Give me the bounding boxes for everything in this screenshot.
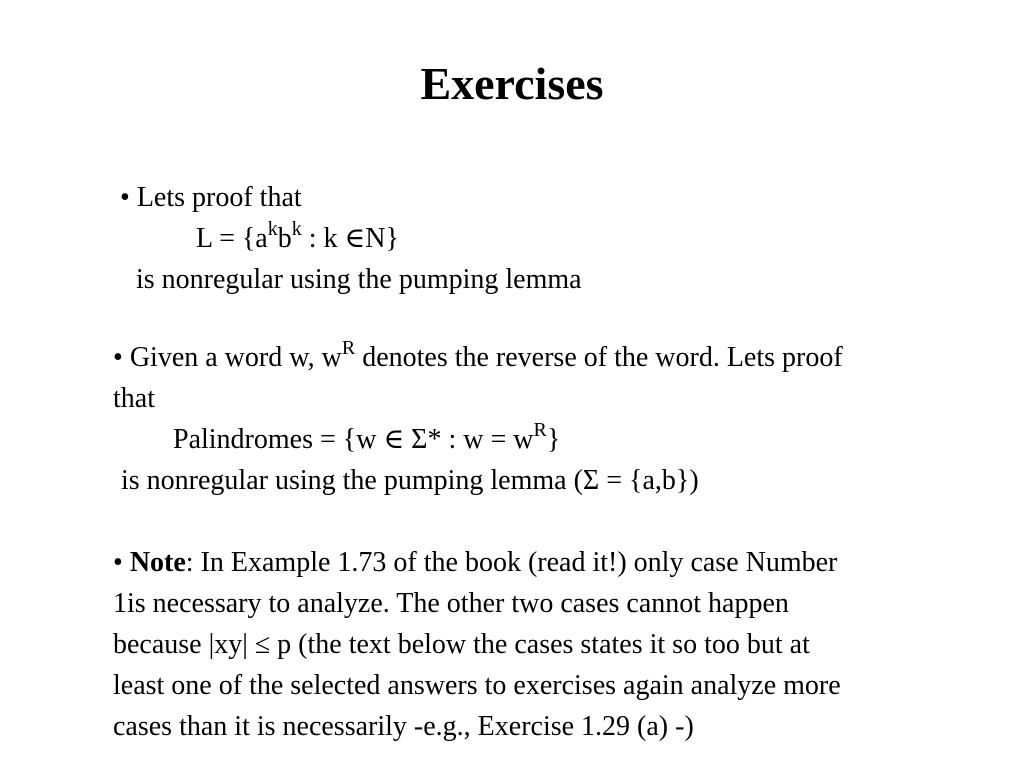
exercise1-language-definition bbox=[196, 217, 399, 257]
note-line3: because |xy| ≤ p (the text below the cases states it so too but at bbox=[113, 629, 810, 660]
note-line4: least one of the selected answers to exercises again analyze more bbox=[113, 670, 841, 701]
exercise2-line1 bbox=[113, 336, 843, 376]
note-line5: cases than it is necessarily -e.g., Exercise 1.29 (a) -) bbox=[113, 711, 694, 742]
note-label: Note bbox=[129, 547, 186, 578]
exercise1-intro-text: Lets proof that bbox=[136, 182, 302, 213]
bullet: • bbox=[113, 547, 123, 578]
exercise1-line1 bbox=[120, 180, 302, 216]
exercise2-text-suffix: denotes the reverse of the word. Lets proof bbox=[355, 342, 843, 373]
exercise2-line2: that bbox=[113, 383, 155, 414]
superscript-r: R bbox=[341, 336, 356, 359]
palindromes-suffix: } bbox=[546, 424, 561, 455]
superscript-r: R bbox=[533, 418, 547, 441]
note-line1-text: : In Example 1.73 of the book (read it!) only case Number bbox=[185, 547, 838, 578]
bullet: • bbox=[120, 182, 130, 213]
exercise2-text-prefix: Given a word w, w bbox=[129, 342, 342, 373]
palindromes-prefix: Palindromes = {w ∈ Σ* : w = w bbox=[173, 424, 534, 455]
palindromes-definition bbox=[173, 418, 561, 458]
note-line1 bbox=[113, 545, 837, 581]
note-line2: 1is necessary to analyze. The other two cases cannot happen bbox=[113, 588, 789, 619]
language-b: b bbox=[277, 223, 292, 254]
superscript-k: k bbox=[267, 217, 278, 240]
language-suffix: : k ∈N} bbox=[301, 223, 399, 254]
exercise2-line4: is nonregular using the pumping lemma (Σ = {a,b}) bbox=[121, 465, 699, 496]
language-prefix: L = {a bbox=[196, 223, 268, 254]
slide-title: Exercises bbox=[420, 58, 604, 109]
exercise1-line3: is nonregular using the pumping lemma bbox=[136, 264, 582, 295]
superscript-k: k bbox=[291, 217, 302, 240]
bullet: • bbox=[113, 342, 123, 373]
